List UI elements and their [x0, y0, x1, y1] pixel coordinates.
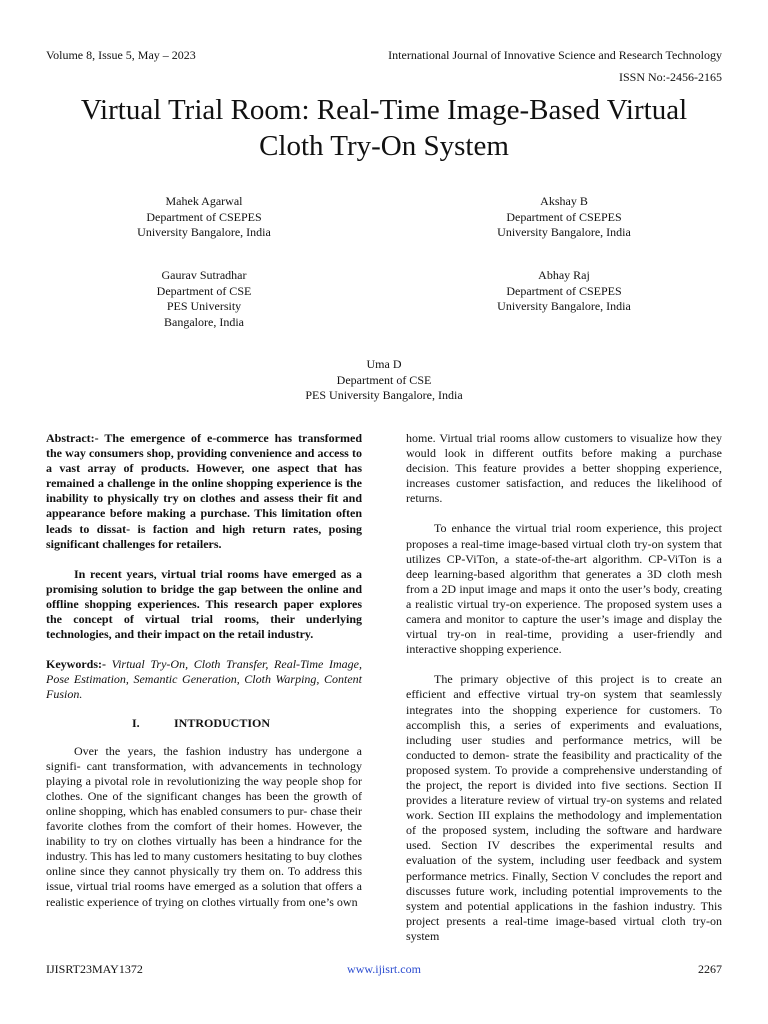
author-name: Uma D — [366, 357, 402, 371]
abstract-paragraph: Abstract:- The emergence of e-commerce has transformed the way consumers shop, providing convenience and access to a vast array of products. However, one aspect that has remained a challenge in the online shopping experience is the inability to physically try on clothes and assess their fit and appearance before making a purchase. This limitation often leads to dissat- is faction and high return rates, posing significant challenges for retailers. — [46, 431, 362, 551]
journal-name: International Journal of Innovative Science and Research Technology — [388, 48, 722, 62]
journal-url-link[interactable]: www.ijisrt.com — [347, 962, 421, 976]
author-affiliation: Department of CSEPES — [506, 209, 622, 224]
author-affiliation: PES University Bangalore, India — [305, 388, 463, 402]
author-block — [464, 194, 664, 241]
issn: ISSN No:-2456-2165 — [618, 70, 722, 84]
body-paragraph: The primary objective of this project is to create an efficient and effective virtual try-on system that seamlessly integrates into the shopping experience for customers. To accomplish this, a series of experiments and evaluations, including user studies and performance metrics, will be conducted to demon- strate the feasibility and practicality of the proposed system. To provide a comprehensive understanding of the project, the report is divided into five sections. Section II provides a literature review of virtual try-on systems and related work. Section III explains the methodology and implementation of the proposed system, including the software and hardware used. Section IV describes the experimental results and evaluation of the system, including user feedback and system performance metrics. Finally, Section V concludes the report and discusses future work, including potential improvements to the system and potential applications in the fashion industry. This project presents a real-time image-based virtual cloth try-on system — [406, 672, 722, 943]
author-affiliation: Department of CSE — [336, 372, 432, 387]
author-block — [464, 268, 664, 315]
author-block — [104, 268, 304, 330]
left-column — [46, 431, 362, 910]
author-affiliation: Department of CSE — [156, 283, 252, 298]
paper-title — [0, 92, 768, 164]
author-affiliation: University Bangalore, India — [497, 225, 631, 239]
volume-issue: Volume 8, Issue 5, May – 2023 — [46, 48, 196, 62]
author-block — [104, 194, 304, 241]
keywords-text: Virtual Try-On, Cloth Transfer, Real-Time Image, Pose Estimation, Semantic Generation, Cloth Warping, Content Fusion. — [46, 657, 363, 702]
body-paragraph: Over the years, the fashion industry has undergone a signifi- cant transformation, with advancements in technology playing a pivotal role in revolutionizing the way people shop for clothes. One of the significant changes has been the growth of online shopping, which has enabled consumers to pur- chase their favorite clothes from the comfort of their homes. However, the inability to try on clothes virtually has been a hindrance for the industry. This has led to many customers hesitating to buy clothes online since they cannot physically try them on. To address this issue, virtual trial rooms have emerged as a solution that offers a realistic experience of trying on clothes virtually from one’s own — [46, 743, 362, 909]
title-line-1: Virtual Trial Room: Real-Time Image-Based Virtual — [80, 94, 688, 126]
author-name: Gaurav Sutradhar — [161, 268, 247, 282]
paper-id: IJISRT23MAY1372 — [46, 962, 143, 976]
author-affiliation: Bangalore, India — [164, 314, 244, 329]
author-affiliation: University Bangalore, India — [497, 299, 631, 313]
keywords-label: Keywords:- — [46, 657, 106, 672]
section-number: I. — [132, 715, 140, 730]
section-heading — [46, 716, 362, 731]
keywords — [46, 657, 362, 702]
body-paragraph: home. Virtual trial rooms allow customers to visualize how they would look in different outfits before making a purchase decision. This feature provides a better shopping experience, increases customer satisfaction, and reduces the likelihood of returns. — [406, 431, 722, 506]
right-column — [406, 431, 722, 944]
author-affiliation: PES University — [166, 299, 242, 313]
author-block — [234, 357, 534, 404]
author-affiliation: Department of CSEPES — [506, 283, 622, 298]
title-line-2: Cloth Try-On System — [259, 130, 509, 162]
body-paragraph: To enhance the virtual trial room experience, this project proposes a real-time image-based virtual cloth try-on system that utilizes CP-ViTon, a state-of-the-art algorithm. CP-ViTon is a deep learning-based algorithm that generates a 3D cloth mesh from a 2D input image and maps it onto the user’s body, creating a realistic virtual try-on experience. The proposed system uses a camera and monitor to capture the user’s image and display the virtual try-on in real-time, providing a user-friendly and interactive shopping experience. — [406, 521, 722, 657]
author-name: Abhay Raj — [538, 268, 590, 282]
section-title: INTRODUCTION — [174, 715, 271, 730]
author-name: Akshay B — [540, 194, 588, 208]
author-name: Mahek Agarwal — [165, 194, 243, 208]
page-number: 2267 — [698, 962, 722, 976]
abstract-paragraph: In recent years, virtual trial rooms have emerged as a promising solution to bridge the gap between the online and offline shopping experiences. This research paper explores the concept of virtual trial rooms, their underlying technologies, and their impact on the retail industry. — [46, 566, 362, 642]
author-affiliation: University Bangalore, India — [137, 225, 271, 239]
author-affiliation: Department of CSEPES — [146, 209, 262, 224]
